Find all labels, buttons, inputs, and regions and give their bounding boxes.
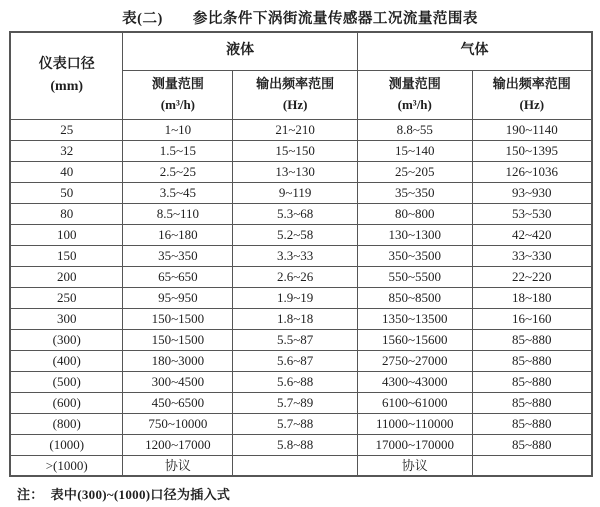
table-row — [10, 203, 592, 224]
value-cell: 8.8~55 — [357, 119, 472, 140]
table-row — [10, 350, 592, 371]
value-cell: 65~650 — [123, 266, 233, 287]
value-cell: 15~140 — [357, 140, 472, 161]
liquid-measure-range-unit: (m³/h) — [160, 96, 196, 112]
gas-group-header: 气体 — [357, 32, 592, 70]
diameter-cell: (800) — [10, 413, 123, 434]
value-cell: 4300~43000 — [357, 371, 472, 392]
value-cell: 35~350 — [123, 245, 233, 266]
diameter-cell: 100 — [10, 224, 123, 245]
diameter-cell: >(1000) — [10, 455, 123, 476]
diameter-header — [10, 32, 123, 119]
value-cell: 协议 — [357, 455, 472, 476]
table-row — [10, 119, 592, 140]
value-cell: 1350~13500 — [357, 308, 472, 329]
table-row — [10, 308, 592, 329]
value-cell: 300~4500 — [123, 371, 233, 392]
table-row — [10, 140, 592, 161]
value-cell: 5.8~88 — [233, 434, 358, 455]
gas-measure-range-unit: (m³/h) — [397, 96, 432, 112]
diameter-cell: (400) — [10, 350, 123, 371]
gas-freq-range-unit: (Hz) — [519, 96, 545, 112]
gas-measure-range-header — [357, 70, 472, 119]
value-cell: 85~880 — [472, 371, 592, 392]
table-row — [10, 245, 592, 266]
value-cell: 85~880 — [472, 350, 592, 371]
table-row — [10, 182, 592, 203]
value-cell: 35~350 — [357, 182, 472, 203]
value-cell: 550~5500 — [357, 266, 472, 287]
footnote-text: 表中(300)~(1000)口径为插入式 — [50, 487, 231, 502]
value-cell: 1560~15600 — [357, 329, 472, 350]
table-row — [10, 266, 592, 287]
value-cell: 150~1395 — [472, 140, 592, 161]
gas-measure-range-name: 测量范围 — [388, 76, 441, 92]
value-cell: 190~1140 — [472, 119, 592, 140]
value-cell: 150~1500 — [123, 329, 233, 350]
value-cell: 1.5~15 — [123, 140, 233, 161]
diameter-cell: 40 — [10, 161, 123, 182]
liquid-freq-range-header — [233, 70, 358, 119]
table-row — [10, 413, 592, 434]
diameter-cell: 25 — [10, 119, 123, 140]
diameter-cell: 250 — [10, 287, 123, 308]
table-header — [10, 32, 592, 119]
value-cell: 350~3500 — [357, 245, 472, 266]
table-body — [10, 119, 592, 476]
value-cell: 22~220 — [472, 266, 592, 287]
diameter-cell: 150 — [10, 245, 123, 266]
value-cell: 80~800 — [357, 203, 472, 224]
value-cell: 450~6500 — [123, 392, 233, 413]
value-cell: 9~119 — [233, 182, 358, 203]
table-row — [10, 329, 592, 350]
value-cell: 25~205 — [357, 161, 472, 182]
diameter-cell: 300 — [10, 308, 123, 329]
value-cell: 2.5~25 — [123, 161, 233, 182]
liquid-freq-range-name: 输出频率范围 — [256, 76, 335, 92]
value-cell: 3.3~33 — [233, 245, 358, 266]
value-cell: 11000~110000 — [357, 413, 472, 434]
value-cell: 53~530 — [472, 203, 592, 224]
value-cell: 1~10 — [123, 119, 233, 140]
gas-freq-range-name: 输出频率范围 — [492, 76, 571, 92]
value-cell: 150~1500 — [123, 308, 233, 329]
value-cell: 130~1300 — [357, 224, 472, 245]
value-cell: 17000~170000 — [357, 434, 472, 455]
value-cell: 13~130 — [233, 161, 358, 182]
value-cell: 126~1036 — [472, 161, 592, 182]
value-cell: 16~180 — [123, 224, 233, 245]
flow-range-table — [9, 31, 593, 477]
table-row — [10, 455, 592, 476]
liquid-measure-range-name: 测量范围 — [151, 76, 204, 92]
liquid-measure-range-header — [123, 70, 233, 119]
table-row — [10, 371, 592, 392]
value-cell: 33~330 — [472, 245, 592, 266]
table-title-main: 参比条件下涡街流量传感器工况流量范围表 — [192, 11, 478, 27]
value-cell: 5.7~88 — [233, 413, 358, 434]
diameter-cell: 32 — [10, 140, 123, 161]
value-cell: 16~160 — [472, 308, 592, 329]
value-cell: 3.5~45 — [123, 182, 233, 203]
table-row — [10, 434, 592, 455]
value-cell: 1.8~18 — [233, 308, 358, 329]
diameter-header-unit: (mm) — [50, 78, 84, 94]
value-cell: 180~3000 — [123, 350, 233, 371]
value-cell — [472, 455, 592, 476]
value-cell: 85~880 — [472, 413, 592, 434]
liquid-group-header: 液体 — [123, 32, 358, 70]
diameter-cell: (600) — [10, 392, 123, 413]
footnote — [17, 484, 230, 503]
value-cell: 2.6~26 — [233, 266, 358, 287]
value-cell: 6100~61000 — [357, 392, 472, 413]
table-row — [10, 392, 592, 413]
footnote-label: 注： — [17, 487, 44, 502]
value-cell: 协议 — [123, 455, 233, 476]
value-cell: 21~210 — [233, 119, 358, 140]
value-cell: 8.5~110 — [123, 203, 233, 224]
gas-freq-range-header — [472, 70, 592, 119]
value-cell: 5.3~68 — [233, 203, 358, 224]
diameter-header-name: 仪表口径 — [38, 57, 95, 73]
value-cell: 15~150 — [233, 140, 358, 161]
value-cell: 5.7~89 — [233, 392, 358, 413]
diameter-cell: (500) — [10, 371, 123, 392]
value-cell: 93~930 — [472, 182, 592, 203]
table-title — [0, 7, 600, 28]
value-cell: 85~880 — [472, 329, 592, 350]
table-row — [10, 287, 592, 308]
diameter-cell: (1000) — [10, 434, 123, 455]
value-cell: 5.6~88 — [233, 371, 358, 392]
value-cell: 5.5~87 — [233, 329, 358, 350]
value-cell: 85~880 — [472, 392, 592, 413]
value-cell: 95~950 — [123, 287, 233, 308]
table-row — [10, 224, 592, 245]
value-cell: 85~880 — [472, 434, 592, 455]
liquid-freq-range-unit: (Hz) — [282, 96, 308, 112]
value-cell: 42~420 — [472, 224, 592, 245]
value-cell — [233, 455, 358, 476]
value-cell: 5.2~58 — [233, 224, 358, 245]
value-cell: 750~10000 — [123, 413, 233, 434]
header-group-row — [10, 32, 592, 70]
value-cell: 1200~17000 — [123, 434, 233, 455]
table-row — [10, 161, 592, 182]
value-cell: 2750~27000 — [357, 350, 472, 371]
value-cell: 850~8500 — [357, 287, 472, 308]
table-title-prefix: 表(二) — [122, 11, 163, 27]
diameter-cell: 200 — [10, 266, 123, 287]
value-cell: 5.6~87 — [233, 350, 358, 371]
value-cell: 1.9~19 — [233, 287, 358, 308]
diameter-cell: 80 — [10, 203, 123, 224]
value-cell: 18~180 — [472, 287, 592, 308]
diameter-cell: (300) — [10, 329, 123, 350]
diameter-cell: 50 — [10, 182, 123, 203]
